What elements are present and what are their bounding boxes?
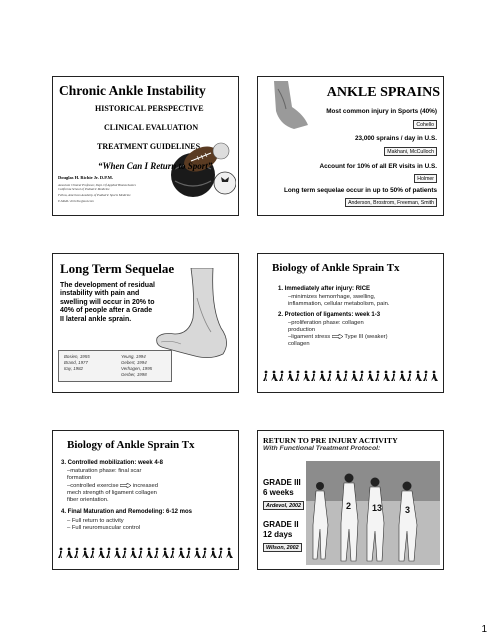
reference: Bosien, 1955 [64,354,90,359]
svg-text:2: 2 [346,501,352,511]
step-detail: mech strength of ligament collagen [67,490,157,496]
slide-ankle-sprains [257,76,444,216]
references-box [58,350,172,382]
arrow-left-text: –controlled exercise [67,483,119,490]
step-detail: –proliferation phase: collagen [288,320,364,326]
menu-clinical: CLINICAL EVALUATION [104,123,199,132]
step-detail [288,334,388,341]
reference: Brand, 1977 [64,360,88,365]
grade-ii-citation: Wilson, 2002 [263,543,302,552]
slide-title: Biology of Ankle Sprain Tx [67,439,195,451]
step-mobilization: 3. Controlled mobilization: week 4-8 [61,460,164,466]
return-to-sport-quote: “When Can I Return to Sport” [98,161,213,171]
step-detail: inflammation, cellular metabolism, pain. [288,301,390,307]
foot-illustration [151,268,235,360]
slide-subtitle: With Functional Treatment Protocol: [263,445,381,452]
citation-badge: Cohello [413,120,437,129]
author-credit: Fellow, American Academy of Podiatric Sports Medicine [58,193,131,197]
menu-treatment: TREATMENT GUIDELINES [97,142,201,151]
menu-historical: HISTORICAL PERSPECTIVE [95,104,204,113]
step-detail: – Full neuromuscular control [67,525,141,531]
stat-line: Account for 10% of all ER visits in U.S. [319,163,437,170]
step-detail: collagen [288,341,310,347]
step-detail: – Full return to activity [67,518,124,524]
arrow-right-text: increased [132,483,158,490]
arrow-left-text: –ligament stress [288,334,331,341]
step-detail: fiber orientation. [67,497,109,503]
slide-title: Long Term Sequelae [60,261,175,276]
step-detail: –minimizes hemorrhage, swelling, [288,294,376,300]
stat-line: 23,000 sprains / day in U.S. [354,135,437,142]
right-arrow-icon [332,334,343,339]
reference: Yeung, 1994 [121,354,146,359]
citation-badge: Makhani, McCulloch [384,147,437,156]
svg-text:13: 13 [372,503,383,513]
grade-ii-label: GRADE II [263,520,299,529]
stat-line: Long term sequelae occur in up to 50% of patients [283,187,437,194]
page-number: 1 [481,624,487,635]
slide-chronic-ankle-instability [52,76,239,216]
reference: Gerber, 1998 [121,372,147,377]
stat-line: Most common injury in Sports (40%) [326,108,437,115]
grade-iii-citation: Ardevol, 2002 [263,501,304,510]
author-email: E-MAIL: drrichie@aol.com [58,199,94,203]
runners-border-image [262,370,439,382]
grade-iii-time: 6 weeks [263,488,294,497]
slide-title: Chronic Ankle Instability [59,83,206,98]
slide-title: RETURN TO PRE INJURY ACTIVITY [263,436,398,445]
reference: Gebert, 1994 [121,360,147,365]
reference: Itay, 1982 [64,366,83,371]
slide-biology-tx-2 [52,430,239,570]
reference: Verhagen, 1995 [121,366,153,371]
step-rice: 1. Immediately after injury: RICE [278,286,371,292]
slide-biology-tx-1 [257,253,444,393]
citation-badge: Anderson, Brostrom, Freeman, Smith [345,198,437,207]
grade-iii-label: GRADE III [263,478,301,487]
author-name: Douglas H. Richie Jr. D.P.M. [58,175,114,180]
right-arrow-icon [120,483,131,488]
arrow-right-text: Type III (weaker) [344,334,388,341]
grade-ii-time: 12 days [263,530,293,539]
author-credit: Associate Clinical Professor, Dept. Of Applied Biomechanics [58,183,136,187]
author-credit: California School of Podiatric Medicine [58,187,110,191]
citation-badge: Holmer [414,174,437,183]
step-detail: production [288,327,316,333]
slide-long-term-sequelae [52,253,239,393]
slide-return-to-activity [257,430,444,570]
sequelae-text: The development of residual instability with pain and swelling will occur in 20% to 40% of people after a Grade II lateral ankle sprain. [60,282,155,323]
slide-title: Biology of Ankle Sprain Tx [272,262,400,274]
step-detail [67,483,158,490]
step-detail: –maturation phase: final scar [67,468,142,474]
step-detail: formation [67,475,92,481]
slide-title: ANKLE SPRAINS [326,85,440,100]
step-protection: 2. Protection of ligaments: week 1-3 [278,312,381,318]
basketball-players-photo [306,461,440,565]
step-remodeling: 4. Final Maturation and Remodeling: 6-12 mos [61,509,193,515]
svg-text:3: 3 [405,505,411,515]
runners-border-image [57,547,234,559]
